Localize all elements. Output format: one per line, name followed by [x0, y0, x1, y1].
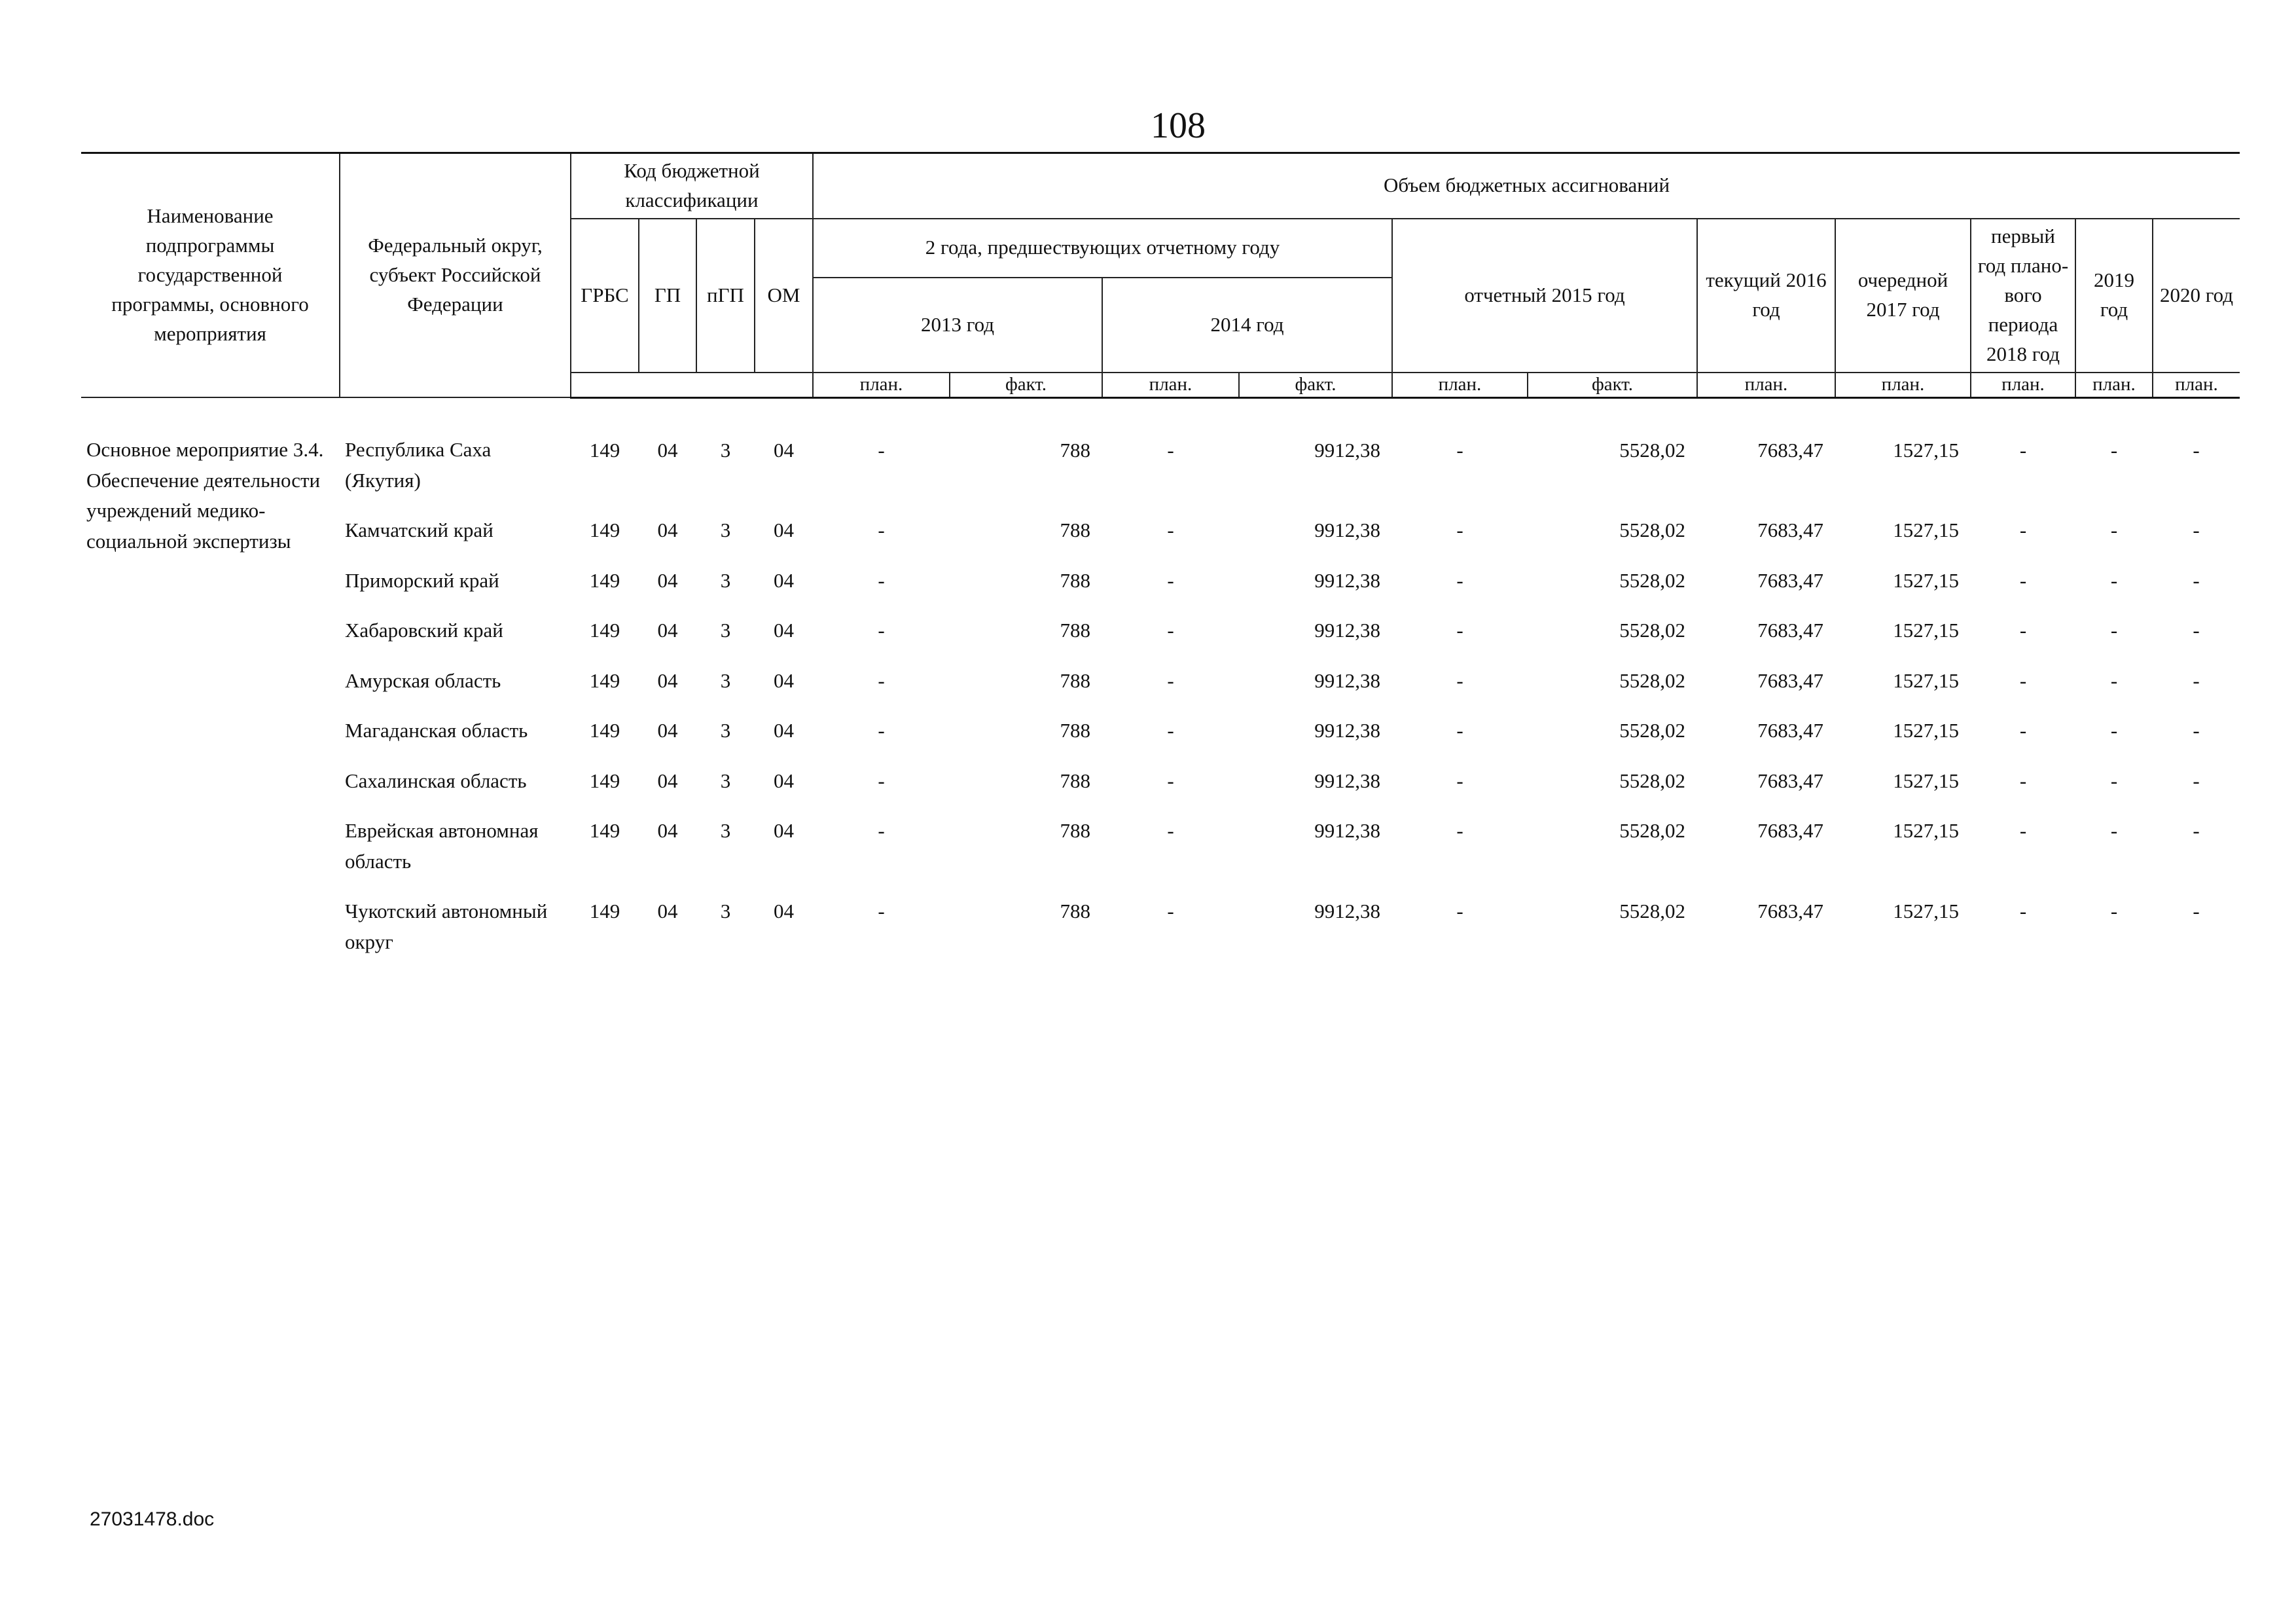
cell-om: 04 [774, 719, 794, 742]
cell-plan-2015: - [1456, 438, 1463, 462]
cell-plan-2013: - [878, 619, 885, 642]
header-om: ОМ [755, 219, 813, 373]
cell-plan-2018: - [2019, 900, 2027, 923]
cell-plan-2015: - [1456, 819, 1463, 843]
cell-plan-2013: - [878, 519, 885, 542]
cell-plan-2017: 1527,15 [1893, 819, 1959, 843]
header-gp: ГП [639, 219, 696, 373]
cell-region: Хабаровский край [345, 619, 503, 642]
cell-grbs: 149 [589, 769, 620, 792]
cell-fact-2013: 788 [1060, 568, 1090, 592]
cell-plan-2018: - [2019, 438, 2027, 462]
cell-plan-2020: - [2193, 819, 2200, 843]
cell-gp: 04 [657, 519, 678, 542]
cell-pgp: 3 [720, 668, 731, 692]
subheader-plan-2016: план. [1697, 373, 1835, 398]
measure-name-cell: Основное мероприятие 3.4. Обеспечение деятельности учреждений медико-социальной экспертизы [86, 438, 324, 553]
cell-fact-2014: 9912,38 [1314, 519, 1380, 542]
subheader-plan-2019: план. [2075, 373, 2153, 398]
table-row [81, 805, 2240, 886]
cell-plan-2019: - [2110, 719, 2118, 742]
cell-pgp: 3 [720, 900, 731, 923]
cell-region: Чукотский автономный округ [345, 900, 548, 953]
cell-gp: 04 [657, 819, 678, 843]
cell-plan-2013: - [878, 719, 885, 742]
cell-plan-2014: - [1167, 819, 1174, 843]
cell-plan-2020: - [2193, 438, 2200, 462]
cell-plan-2016: 7683,47 [1757, 568, 1823, 592]
cell-om: 04 [774, 668, 794, 692]
header-first-plan-2018: первый год плано-вого периода 2018 год [1971, 219, 2075, 373]
subheader-plan-2020: план. [2153, 373, 2240, 398]
cell-plan-2020: - [2193, 619, 2200, 642]
cell-grbs: 149 [589, 568, 620, 592]
cell-plan-2017: 1527,15 [1893, 900, 1959, 923]
header-next-2017: очередной 2017 год [1835, 219, 1971, 373]
cell-om: 04 [774, 619, 794, 642]
subheader-plan-2013: план. [813, 373, 950, 398]
cell-pgp: 3 [720, 438, 731, 462]
cell-plan-2016: 7683,47 [1757, 769, 1823, 792]
subheader-plan-2014: план. [1102, 373, 1239, 398]
cell-plan-2015: - [1456, 900, 1463, 923]
cell-plan-2016: 7683,47 [1757, 438, 1823, 462]
subheader-plan-2017: план. [1835, 373, 1971, 398]
header-current-2016: текущий 2016 год [1697, 219, 1835, 373]
cell-grbs: 149 [589, 519, 620, 542]
header-year-2014: 2014 год [1102, 278, 1392, 373]
cell-region: Республика Саха (Якутия) [345, 438, 492, 492]
cell-plan-2013: - [878, 668, 885, 692]
cell-plan-2017: 1527,15 [1893, 769, 1959, 792]
cell-plan-2016: 7683,47 [1757, 619, 1823, 642]
cell-plan-2014: - [1167, 568, 1174, 592]
cell-fact-2013: 788 [1060, 438, 1090, 462]
header-grbs: ГРБС [571, 219, 639, 373]
cell-region: Камчатский край [345, 519, 493, 542]
cell-plan-2017: 1527,15 [1893, 719, 1959, 742]
header-pgp: пГП [696, 219, 755, 373]
cell-gp: 04 [657, 769, 678, 792]
cell-region: Магаданская область [345, 719, 528, 742]
cell-plan-2020: - [2193, 668, 2200, 692]
cell-plan-2013: - [878, 438, 885, 462]
cell-gp: 04 [657, 438, 678, 462]
cell-fact-2014: 9912,38 [1314, 668, 1380, 692]
cell-plan-2015: - [1456, 568, 1463, 592]
cell-fact-2015: 5528,02 [1619, 619, 1685, 642]
cell-gp: 04 [657, 719, 678, 742]
budget-allocation-table [81, 152, 2240, 966]
cell-fact-2013: 788 [1060, 819, 1090, 843]
cell-fact-2014: 9912,38 [1314, 568, 1380, 592]
cell-plan-2020: - [2193, 769, 2200, 792]
cell-plan-2019: - [2110, 438, 2118, 462]
cell-plan-2013: - [878, 819, 885, 843]
cell-pgp: 3 [720, 519, 731, 542]
header-prev-two-years: 2 года, предшествующих отчетному году [813, 219, 1392, 278]
cell-gp: 04 [657, 619, 678, 642]
cell-plan-2018: - [2019, 819, 2027, 843]
cell-plan-2014: - [1167, 900, 1174, 923]
cell-plan-2015: - [1456, 668, 1463, 692]
header-year-2019: 2019 год [2075, 219, 2153, 373]
cell-gp: 04 [657, 568, 678, 592]
cell-fact-2014: 9912,38 [1314, 819, 1380, 843]
cell-grbs: 149 [589, 900, 620, 923]
cell-plan-2017: 1527,15 [1893, 619, 1959, 642]
cell-region: Еврейская автономная область [345, 819, 539, 873]
cell-plan-2018: - [2019, 568, 2027, 592]
cell-fact-2015: 5528,02 [1619, 719, 1685, 742]
table-body [81, 397, 2240, 966]
subheader-fact-2013: факт. [950, 373, 1102, 398]
subheader-fact-2015: факт. [1528, 373, 1697, 398]
header-reporting-2015: отчетный 2015 год [1392, 219, 1697, 373]
cell-plan-2017: 1527,15 [1893, 519, 1959, 542]
subheader-plan-2018: план. [1971, 373, 2075, 398]
cell-grbs: 149 [589, 719, 620, 742]
cell-plan-2016: 7683,47 [1757, 719, 1823, 742]
cell-pgp: 3 [720, 568, 731, 592]
cell-fact-2013: 788 [1060, 519, 1090, 542]
cell-plan-2019: - [2110, 900, 2118, 923]
cell-pgp: 3 [720, 819, 731, 843]
cell-plan-2016: 7683,47 [1757, 668, 1823, 692]
table-row [81, 397, 2240, 505]
cell-plan-2014: - [1167, 438, 1174, 462]
cell-fact-2015: 5528,02 [1619, 819, 1685, 843]
cell-om: 04 [774, 900, 794, 923]
cell-grbs: 149 [589, 819, 620, 843]
cell-pgp: 3 [720, 619, 731, 642]
cell-plan-2019: - [2110, 819, 2118, 843]
cell-plan-2019: - [2110, 769, 2118, 792]
cell-plan-2020: - [2193, 719, 2200, 742]
cell-plan-2017: 1527,15 [1893, 568, 1959, 592]
cell-om: 04 [774, 519, 794, 542]
cell-plan-2014: - [1167, 519, 1174, 542]
header-measure-name: Наименование подпрограммы государственной программы, основного мероприятия [81, 153, 340, 398]
cell-plan-2014: - [1167, 668, 1174, 692]
header-budget-code: Код бюджетной классификации [571, 153, 813, 219]
table-row [81, 655, 2240, 706]
cell-fact-2015: 5528,02 [1619, 519, 1685, 542]
cell-gp: 04 [657, 900, 678, 923]
table-row [81, 705, 2240, 756]
cell-om: 04 [774, 769, 794, 792]
cell-plan-2014: - [1167, 619, 1174, 642]
cell-grbs: 149 [589, 668, 620, 692]
cell-pgp: 3 [720, 769, 731, 792]
cell-region: Приморский край [345, 568, 499, 592]
cell-plan-2019: - [2110, 668, 2118, 692]
cell-plan-2016: 7683,47 [1757, 900, 1823, 923]
cell-fact-2014: 9912,38 [1314, 719, 1380, 742]
cell-plan-2015: - [1456, 619, 1463, 642]
cell-region: Амурская область [345, 668, 501, 692]
header-budget-volume: Объем бюджетных ассигнований [813, 153, 2240, 219]
cell-fact-2015: 5528,02 [1619, 438, 1685, 462]
cell-plan-2018: - [2019, 719, 2027, 742]
table-row [81, 756, 2240, 806]
header-region: Федеральный округ, субъект Российской Федерации [340, 153, 571, 398]
cell-plan-2017: 1527,15 [1893, 438, 1959, 462]
cell-plan-2016: 7683,47 [1757, 519, 1823, 542]
cell-plan-2014: - [1167, 719, 1174, 742]
cell-grbs: 149 [589, 619, 620, 642]
cell-plan-2020: - [2193, 519, 2200, 542]
cell-plan-2019: - [2110, 619, 2118, 642]
cell-plan-2015: - [1456, 769, 1463, 792]
cell-gp: 04 [657, 668, 678, 692]
cell-plan-2013: - [878, 769, 885, 792]
cell-om: 04 [774, 568, 794, 592]
subheader-plan-2015: план. [1392, 373, 1528, 398]
footer-filename: 27031478.doc [90, 1508, 215, 1530]
cell-fact-2015: 5528,02 [1619, 668, 1685, 692]
cell-fact-2013: 788 [1060, 769, 1090, 792]
cell-plan-2016: 7683,47 [1757, 819, 1823, 843]
cell-plan-2018: - [2019, 519, 2027, 542]
cell-fact-2015: 5528,02 [1619, 769, 1685, 792]
page-number: 108 [1151, 105, 1206, 146]
cell-pgp: 3 [720, 719, 731, 742]
cell-fact-2014: 9912,38 [1314, 438, 1380, 462]
cell-plan-2020: - [2193, 900, 2200, 923]
cell-plan-2019: - [2110, 568, 2118, 592]
cell-plan-2020: - [2193, 568, 2200, 592]
cell-plan-2015: - [1456, 519, 1463, 542]
cell-plan-2014: - [1167, 769, 1174, 792]
table-row [81, 605, 2240, 655]
cell-plan-2019: - [2110, 519, 2118, 542]
cell-fact-2015: 5528,02 [1619, 568, 1685, 592]
table-row [81, 505, 2240, 555]
cell-om: 04 [774, 438, 794, 462]
cell-fact-2014: 9912,38 [1314, 769, 1380, 792]
cell-plan-2018: - [2019, 668, 2027, 692]
cell-fact-2014: 9912,38 [1314, 619, 1380, 642]
cell-grbs: 149 [589, 438, 620, 462]
cell-plan-2017: 1527,15 [1893, 668, 1959, 692]
cell-fact-2013: 788 [1060, 900, 1090, 923]
cell-plan-2015: - [1456, 719, 1463, 742]
cell-fact-2015: 5528,02 [1619, 900, 1685, 923]
cell-fact-2013: 788 [1060, 719, 1090, 742]
table-header [81, 153, 2240, 398]
cell-plan-2018: - [2019, 619, 2027, 642]
cell-plan-2013: - [878, 900, 885, 923]
cell-region: Сахалинская область [345, 769, 527, 792]
table-row [81, 555, 2240, 606]
cell-plan-2018: - [2019, 769, 2027, 792]
table-row [81, 886, 2240, 966]
cell-fact-2013: 788 [1060, 668, 1090, 692]
cell-om: 04 [774, 819, 794, 843]
cell-fact-2013: 788 [1060, 619, 1090, 642]
subheader-fact-2014: факт. [1239, 373, 1392, 398]
header-year-2013: 2013 год [813, 278, 1102, 373]
header-year-2020: 2020 год [2153, 219, 2240, 373]
cell-plan-2013: - [878, 568, 885, 592]
cell-fact-2014: 9912,38 [1314, 900, 1380, 923]
